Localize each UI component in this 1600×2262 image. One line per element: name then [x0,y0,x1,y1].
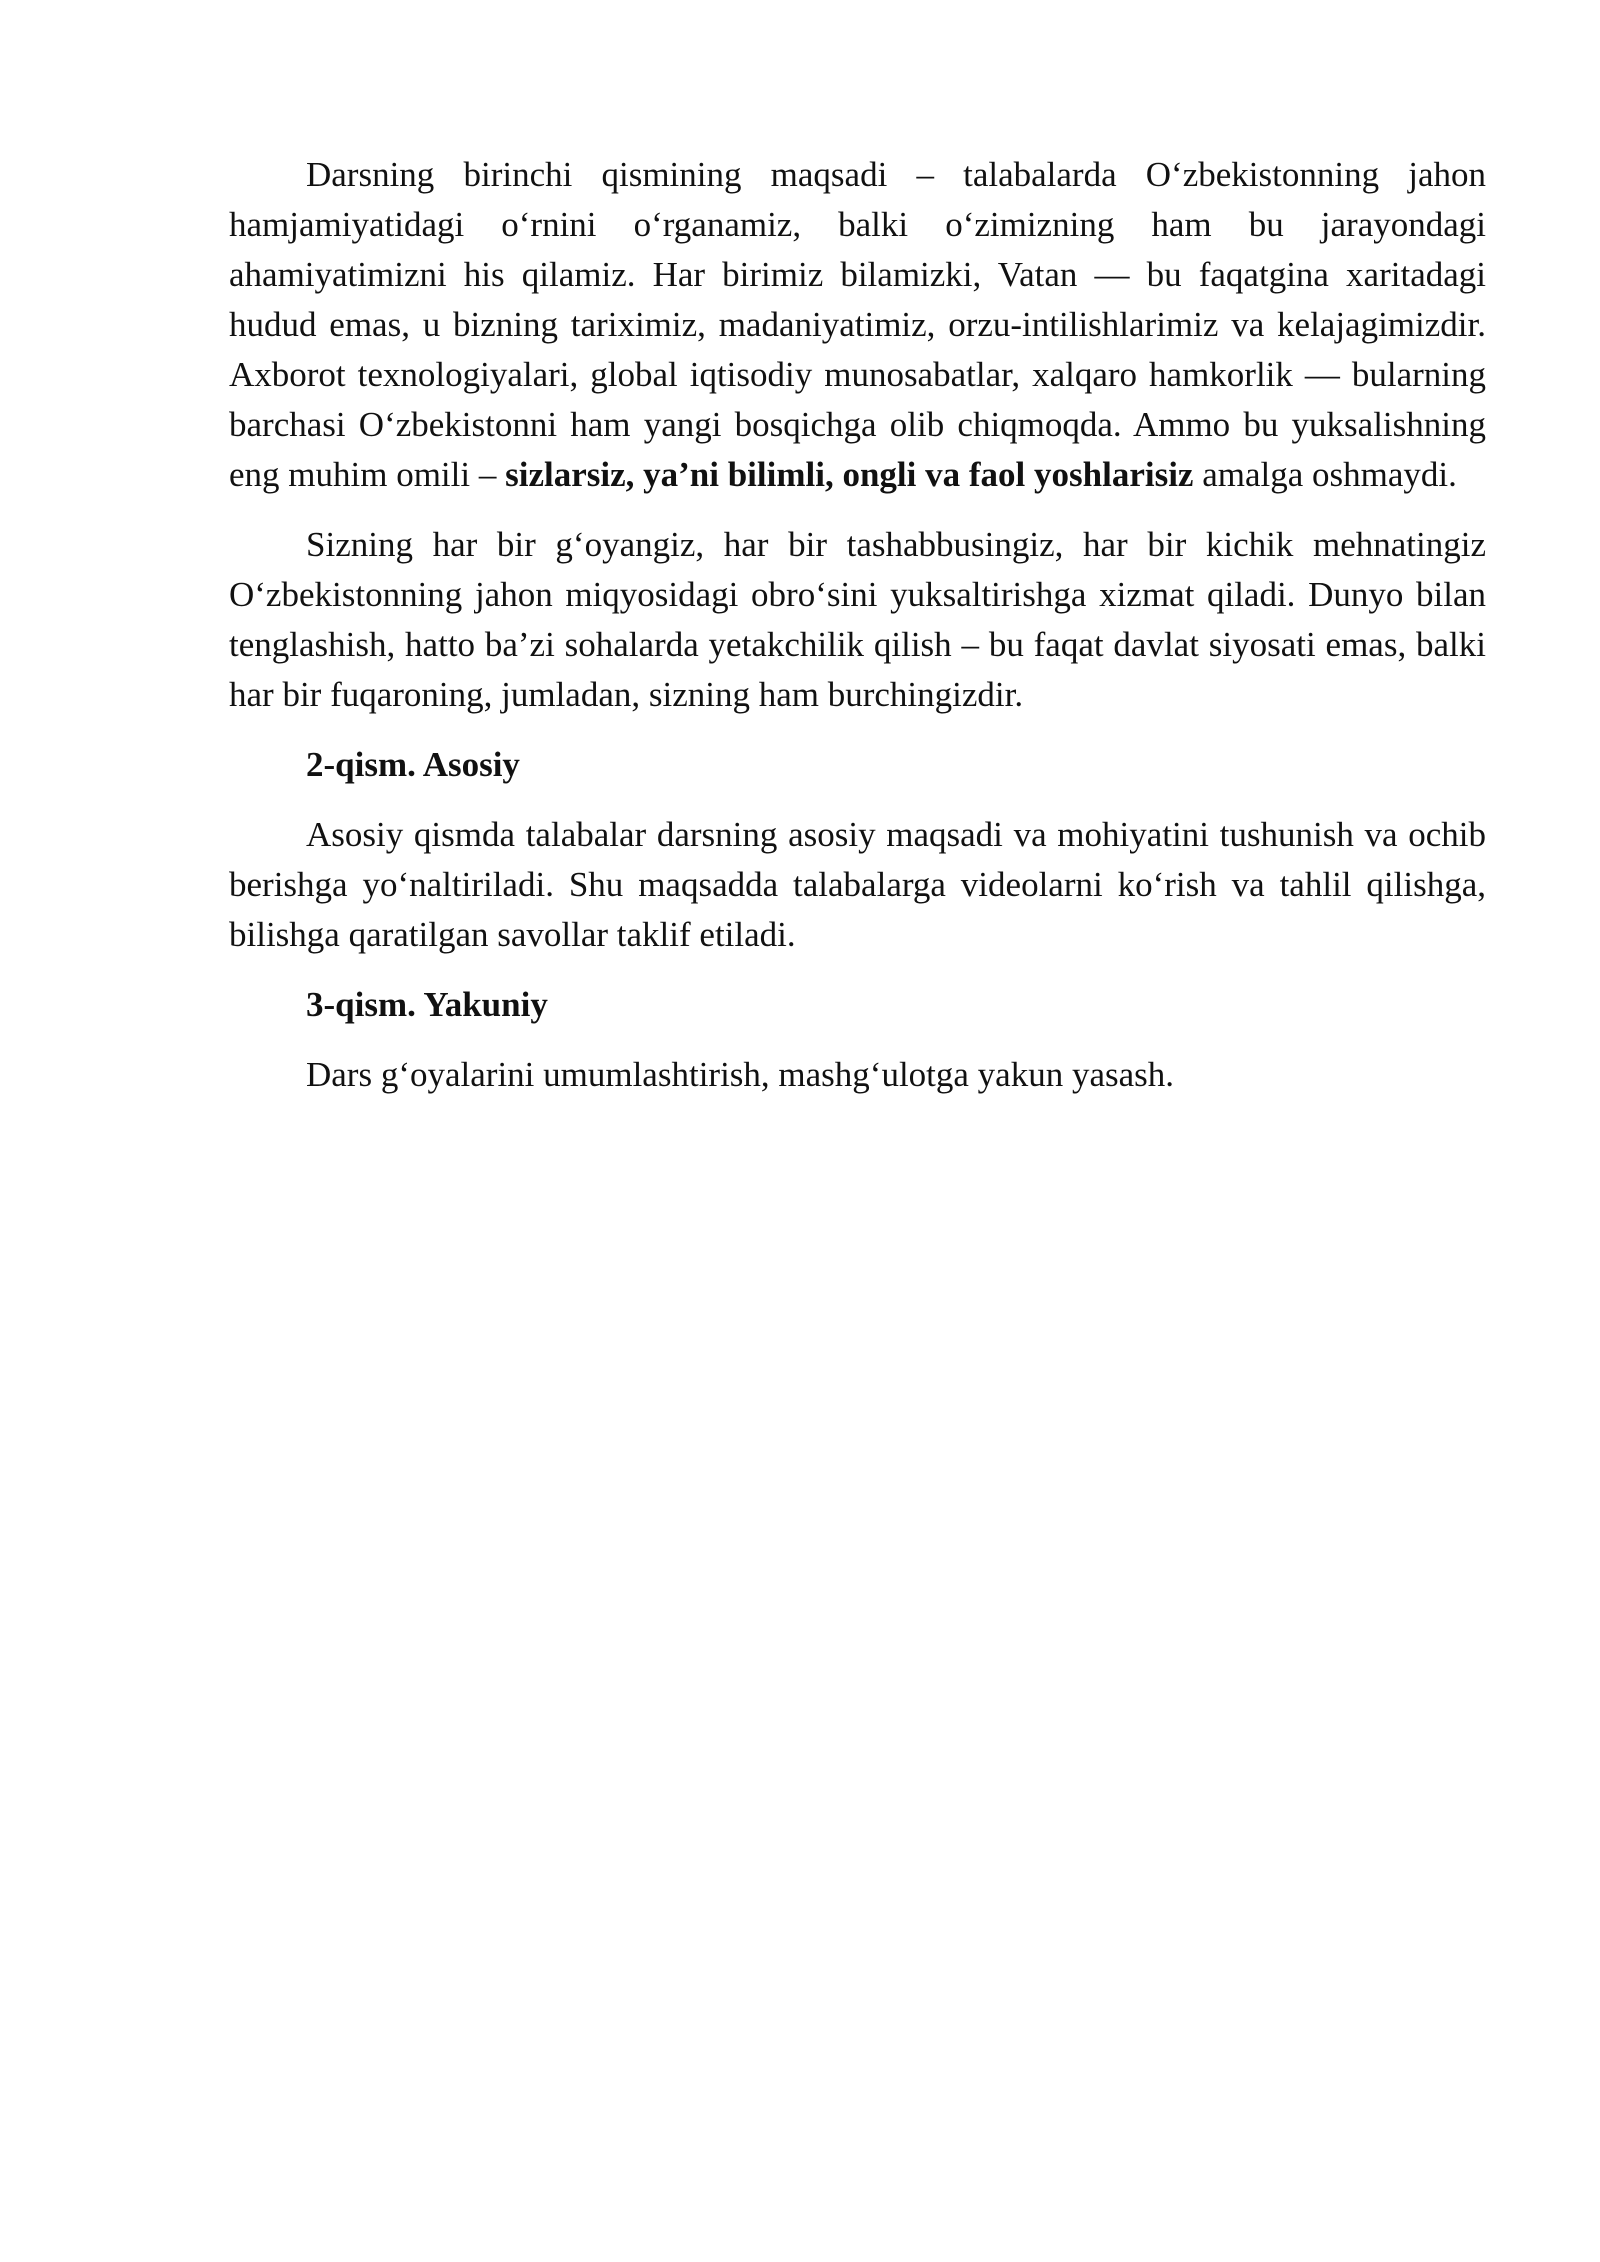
section-heading-final: 3-qism. Yakuniy [306,985,548,1024]
paragraph-intro [229,150,1486,500]
document-body [229,150,1486,1120]
paragraph-final-section: Dars g‘oyalarini umumlashtirish, mashg‘ulotga yakun yasash. [306,1055,1175,1094]
paragraph-intro-bold: sizlarsiz, ya’ni bilimli, ongli va faol yoshlarisiz [505,455,1194,494]
paragraph-intro-text: Darsning birinchi qismining maqsadi – talabalarda O‘zbekistonning jahon hamjamiyatidagi o‘rnini o‘rganamiz, balki o‘zimizning ham bu jarayondagi ahamiyatimizni his qilamiz. Har birimiz bilamizki, Vatan — bu faqatgina xaritadagi hudud emas, u bizning tariximiz, madaniyatimiz, orzu-intilishlarimiz va kelajagimizdir. Axborot texnologiyalari, global iqtisodiy munosabatlar, xalqaro hamkorlik — bularning barchasi O‘zbekistonni ham yangi bosqichga olib chiqmoqda. Ammo bu yuksalishning eng muhim omili – [229,155,1486,494]
paragraph-second: Sizning har bir g‘oyangiz, har bir tashabbusingiz, har bir kichik mehnatingiz O‘zbekistonning jahon miqyosidagi obro‘sini yuksaltirishga xizmat qiladi. Dunyo bilan tenglashish, hatto ba’zi sohalarda yetakchilik qilish – bu faqat davlat siyosati emas, balki har bir fuqaroning, jumladan, sizning ham burchingizdir. [229,525,1486,714]
section-heading-main: 2-qism. Asosiy [306,745,520,784]
paragraph-intro-ending: amalga oshmaydi. [1193,455,1457,494]
paragraph-main-section: Asosiy qismda talabalar darsning asosiy maqsadi va mohiyatini tushunish va ochib berishga yo‘naltiriladi. Shu maqsadda talabalarga videolarni ko‘rish va tahlil qilishga, bilishga qaratilgan savollar taklif etiladi. [229,815,1486,954]
